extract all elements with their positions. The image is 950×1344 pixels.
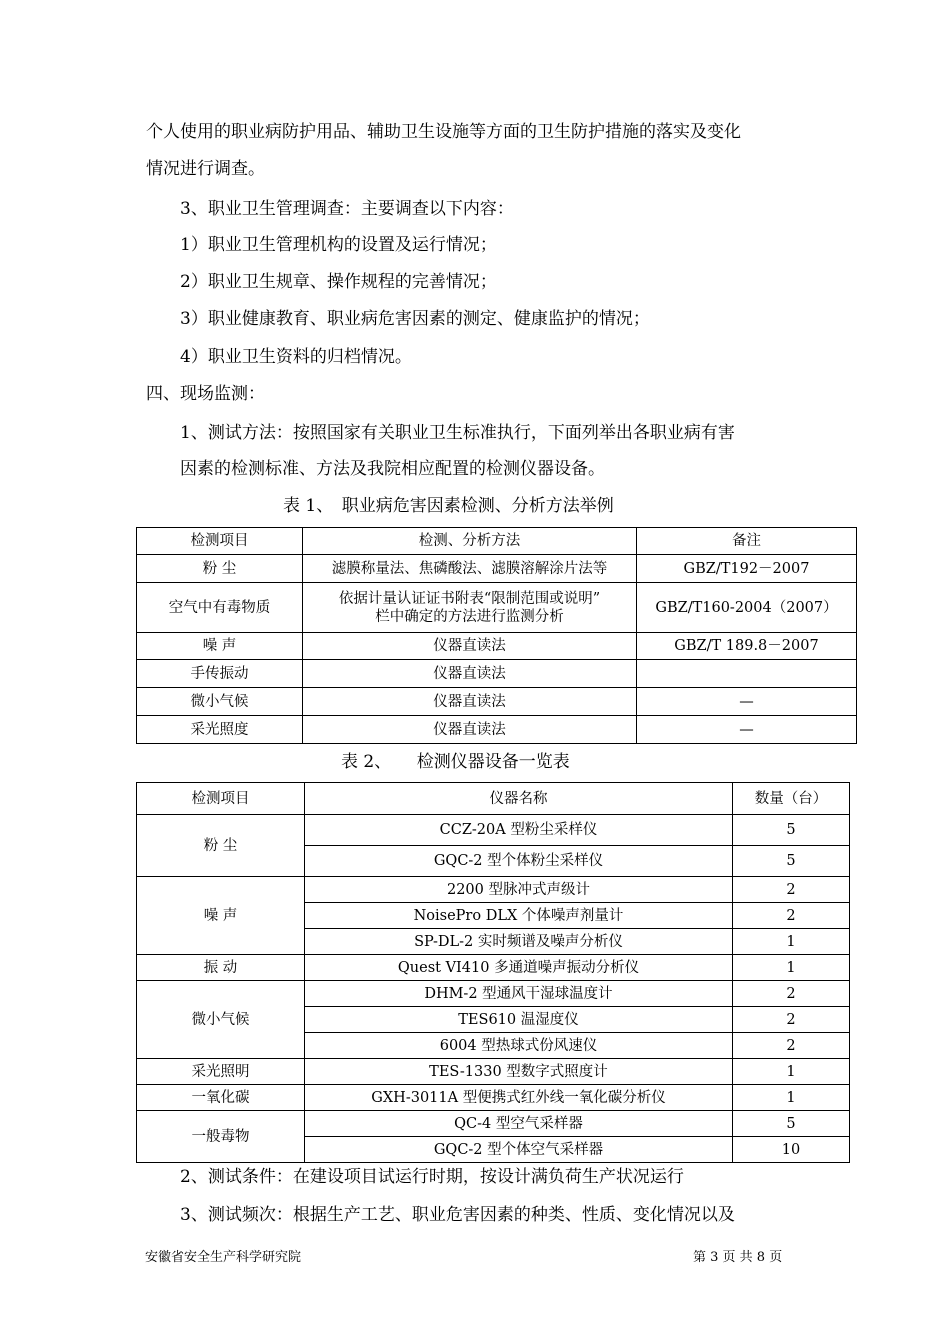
table1-caption: 表 1、 职业病危害因素检测、分析方法举例	[283, 496, 614, 516]
quantity-cell: 1	[733, 1059, 850, 1085]
paragraph-line: 1、测试方法：按照国家有关职业卫生标准执行，下面列举出各职业病有害	[180, 423, 735, 443]
cell: 仪器直读法	[303, 660, 637, 688]
item-cell: 一氧化碳	[137, 1085, 305, 1111]
instrument-cell: GQC-2 型个体空气采样器	[305, 1137, 733, 1163]
table-row	[137, 583, 857, 633]
paragraph-line: 3、职业卫生管理调查：主要调查以下内容：	[180, 199, 514, 219]
cell: 仪器直读法	[303, 688, 637, 716]
quantity-cell: 2	[733, 1007, 850, 1033]
table-row	[137, 1111, 850, 1137]
quantity-cell: 2	[733, 1033, 850, 1059]
item-cell: 振 动	[137, 955, 305, 981]
cell-line: 依据计量认证证书附表“限制范围或说明”	[338, 590, 601, 607]
cell: 粉 尘	[137, 555, 303, 583]
paragraph-line: 4）职业卫生资料的归档情况。	[180, 347, 412, 367]
table-row	[137, 633, 857, 660]
paragraph-line: 情况进行调查。	[146, 159, 265, 179]
quantity-cell: 1	[733, 1085, 850, 1111]
instrument-cell: CCZ-20A 型粉尘采样仪	[305, 815, 733, 846]
quantity-cell: 5	[733, 1111, 850, 1137]
cell: 手传振动	[137, 660, 303, 688]
instrument-cell: 6004 型热球式份风速仪	[305, 1033, 733, 1059]
table-row	[137, 1085, 850, 1111]
method-table	[136, 527, 857, 744]
table-row	[137, 688, 857, 716]
cell: —	[637, 716, 857, 744]
cell: 滤膜称量法、焦磷酸法、滤膜溶解涂片法等	[303, 555, 637, 583]
instrument-cell: GQC-2 型个体粉尘采样仪	[305, 846, 733, 877]
header-cell: 检测项目	[137, 783, 305, 815]
paragraph-line: 2、测试条件：在建设项目试运行时期，按设计满负荷生产状况运行	[180, 1167, 684, 1187]
cell: —	[637, 688, 857, 716]
table-row	[137, 660, 857, 688]
cell	[303, 583, 637, 633]
item-cell: 一般毒物	[137, 1111, 305, 1163]
instrument-cell: SP-DL-2 实时频谱及噪声分析仪	[305, 929, 733, 955]
item-cell: 粉 尘	[137, 815, 305, 877]
cell: GBZ/T192－2007	[637, 555, 857, 583]
quantity-cell: 2	[733, 981, 850, 1007]
paragraph-line: 个人使用的职业病防护用品、辅助卫生设施等方面的卫生防护措施的落实及变化	[146, 122, 741, 142]
paragraph-line: 因素的检测标准、方法及我院相应配置的检测仪器设备。	[180, 459, 605, 479]
quantity-cell: 10	[733, 1137, 850, 1163]
paragraph-line: 3、测试频次：根据生产工艺、职业危害因素的种类、性质、变化情况以及	[180, 1205, 735, 1225]
header-cell: 数量（台）	[733, 783, 850, 815]
cell: 噪 声	[137, 633, 303, 660]
instrument-cell: 2200 型脉冲式声级计	[305, 877, 733, 903]
header-cell: 仪器名称	[305, 783, 733, 815]
cell: 仪器直读法	[303, 633, 637, 660]
quantity-cell: 1	[733, 929, 850, 955]
table-row	[137, 1059, 850, 1085]
instrument-cell: NoisePro DLX 个体噪声剂量计	[305, 903, 733, 929]
table-row	[137, 955, 850, 981]
cell: GBZ/T 189.8－2007	[637, 633, 857, 660]
table-row	[137, 815, 850, 846]
table-row	[137, 981, 850, 1007]
paragraph-line: 1）职业卫生管理机构的设置及运行情况；	[180, 235, 497, 255]
table2-caption: 表 2、 检测仪器设备一览表	[341, 752, 570, 772]
table-row	[137, 716, 857, 744]
quantity-cell: 5	[733, 815, 850, 846]
quantity-cell: 1	[733, 955, 850, 981]
header-cell: 检测项目	[137, 528, 303, 555]
cell: GBZ/T160-2004（2007）	[637, 583, 857, 633]
cell-line: 栏中确定的方法进行监测分析	[375, 608, 564, 625]
cell: 仪器直读法	[303, 716, 637, 744]
item-cell: 微小气候	[137, 981, 305, 1059]
instrument-cell: QC-4 型空气采样器	[305, 1111, 733, 1137]
cell: 采光照度	[137, 716, 303, 744]
table-row	[137, 877, 850, 903]
header-cell: 检测、分析方法	[303, 528, 637, 555]
quantity-cell: 5	[733, 846, 850, 877]
cell: 微小气候	[137, 688, 303, 716]
footer-institution: 安徽省安全生产科学研究院	[145, 1250, 302, 1265]
instrument-cell: GXH-3011A 型便携式红外线一氧化碳分析仪	[305, 1085, 733, 1111]
table-row	[137, 555, 857, 583]
instrument-cell: Quest VI410 多通道噪声振动分析仪	[305, 955, 733, 981]
header-cell: 备注	[637, 528, 857, 555]
quantity-cell: 2	[733, 877, 850, 903]
cell	[637, 660, 857, 688]
table-header-row	[137, 528, 857, 555]
cell: 空气中有毒物质	[137, 583, 303, 633]
instrument-cell: TES610 温湿度仪	[305, 1007, 733, 1033]
paragraph-line: 2）职业卫生规章、操作规程的完善情况；	[180, 272, 497, 292]
instrument-cell: TES-1330 型数字式照度计	[305, 1059, 733, 1085]
quantity-cell: 2	[733, 903, 850, 929]
section-heading: 四、现场监测：	[146, 384, 265, 404]
instrument-table	[136, 782, 850, 1163]
item-cell: 采光照明	[137, 1059, 305, 1085]
table-header-row	[137, 783, 850, 815]
item-cell: 噪 声	[137, 877, 305, 955]
instrument-cell: DHM-2 型通风干湿球温度计	[305, 981, 733, 1007]
footer-page-number: 第 3 页 共 8 页	[693, 1250, 783, 1265]
paragraph-line: 3）职业健康教育、职业病危害因素的测定、健康监护的情况；	[180, 309, 650, 329]
